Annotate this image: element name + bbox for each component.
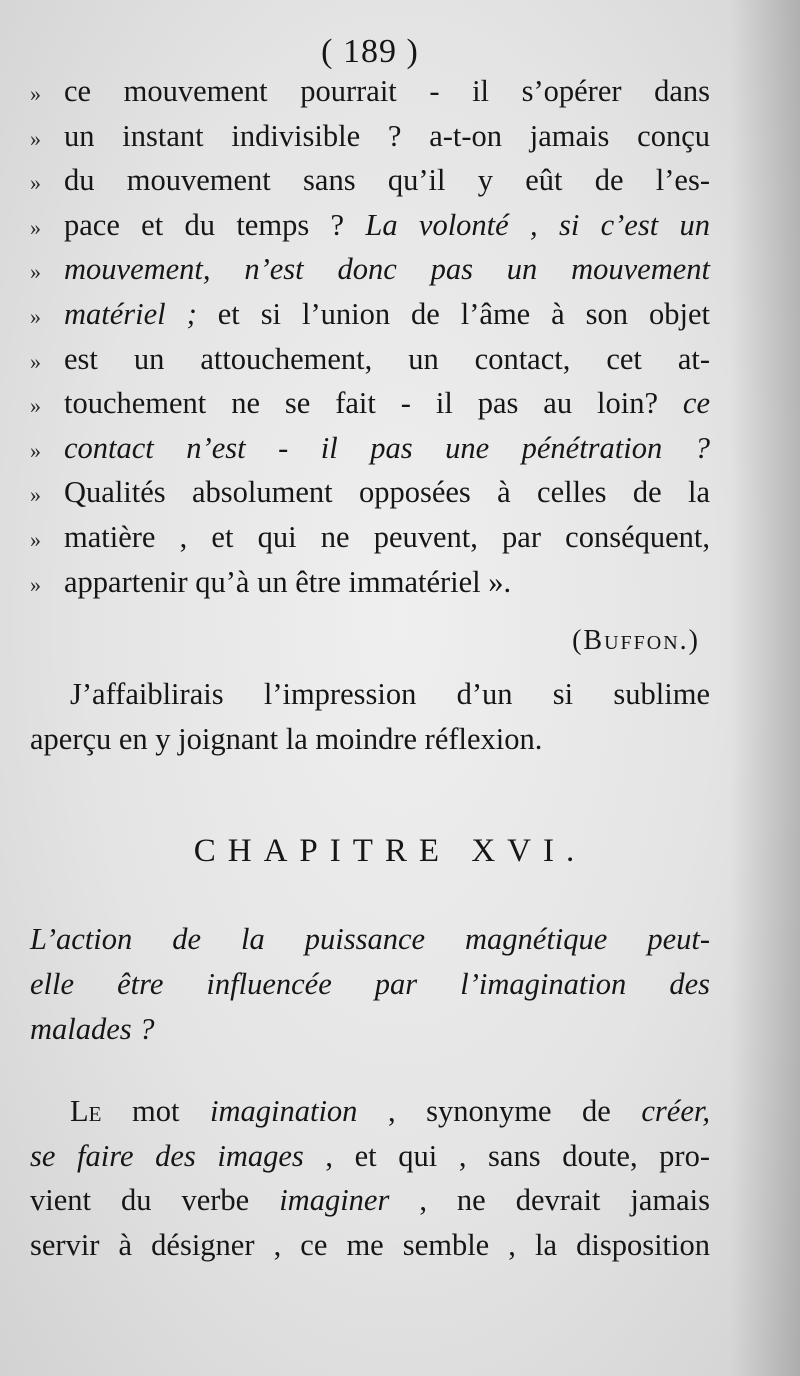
text-run: un instant indivisible ? a-t-on jamais conçu <box>64 118 710 153</box>
text-run: vient du verbe <box>30 1183 280 1218</box>
quote-line <box>30 431 710 476</box>
text-run: matière , et qui ne peuvent, par conséquent, <box>64 519 710 554</box>
attribution-paren-open: ( <box>572 625 584 657</box>
chapter-title: CHAPITRE XVI. <box>193 833 587 870</box>
body-line-text <box>30 1228 710 1263</box>
italic-run: La volonté , si c’est un <box>365 207 711 242</box>
text-run: et si l’union de l’âme à son objet <box>196 296 710 331</box>
quote-line-text <box>64 119 710 154</box>
italic-run: se faire des images <box>30 1138 304 1173</box>
body-line-text <box>30 1094 710 1129</box>
subtitle-line-text: L’action de la puissance magnétique peut- <box>30 922 710 957</box>
quote-line-text <box>64 475 710 510</box>
quote-mark: » <box>30 571 41 597</box>
quote-line-text <box>64 252 710 287</box>
commentary-paragraph <box>30 677 710 766</box>
attribution-paren-close: ) <box>688 625 700 657</box>
text-run: pace et du temps ? <box>64 207 366 242</box>
body-line <box>30 1183 710 1228</box>
italic-run: imagination <box>210 1094 358 1129</box>
paragraph-line-text: aperçu en y joignant la moindre réflexion. <box>30 721 543 756</box>
quote-line <box>30 74 710 119</box>
quote-mark: » <box>30 214 41 240</box>
paragraph-line <box>30 677 710 722</box>
quote-mark: » <box>30 437 41 463</box>
quote-line-text <box>64 74 710 109</box>
quote-line-text <box>64 386 710 421</box>
quote-mark: » <box>30 393 41 419</box>
quote-line-text <box>64 297 710 332</box>
text-run: , ne devrait jamais <box>389 1183 710 1218</box>
text-run: appartenir qu’à un être immatériel ». <box>64 564 512 599</box>
quote-line-text <box>64 565 710 600</box>
quote-mark: » <box>30 259 41 285</box>
subtitle-line <box>30 922 710 967</box>
text-run: ce mouvement pourrait - il s’opérer dans <box>64 74 710 108</box>
quote-mark: » <box>30 303 41 329</box>
quote-mark: » <box>30 81 41 106</box>
quote-mark: » <box>30 125 41 151</box>
quote-line <box>30 342 710 387</box>
quote-line <box>30 565 710 610</box>
chapter-body <box>30 1094 710 1272</box>
text-run: servir à désigner , ce me semble , la disposition <box>30 1227 710 1262</box>
quote-line-text <box>64 342 710 377</box>
quotation-block <box>30 74 710 609</box>
quote-line <box>30 163 710 208</box>
quote-mark: » <box>30 348 41 374</box>
quote-line-text <box>64 163 710 198</box>
page-text <box>30 30 710 1272</box>
paragraph-line <box>30 722 710 767</box>
text-run: du mouvement sans qu’il y eût de l’es- <box>64 163 710 198</box>
quote-mark: » <box>30 526 41 552</box>
italic-run: mouvement, n’est donc pas un mouvement <box>64 252 710 287</box>
body-line <box>30 1139 710 1184</box>
italic-run: matériel ; <box>64 296 197 331</box>
body-line <box>30 1228 710 1273</box>
text-run: touchement ne se fait - il pas au loin? <box>64 386 683 421</box>
text-run: , et qui , sans doute, pro- <box>303 1138 710 1173</box>
paragraph-line-text: J’affaiblirais l’impression d’un si sublime <box>70 677 710 712</box>
quote-mark: » <box>30 170 41 196</box>
body-line-text <box>30 1183 710 1218</box>
quote-line-text <box>64 520 710 555</box>
quote-line <box>30 386 710 431</box>
body-line <box>30 1094 710 1139</box>
italic-run: imaginer <box>279 1183 390 1218</box>
quote-line <box>30 208 710 253</box>
attribution-author: Buffon. <box>583 625 689 657</box>
body-line-text <box>30 1139 710 1174</box>
quote-mark: » <box>30 482 41 508</box>
quote-line <box>30 297 710 342</box>
quote-line <box>30 119 710 164</box>
subtitle-line <box>30 1012 710 1057</box>
italic-run: créer, <box>641 1094 710 1129</box>
italic-run: contact n’est - il pas une pénétration ? <box>64 430 710 465</box>
italic-run: ce <box>682 386 710 421</box>
text-run: mot <box>101 1094 210 1129</box>
page-edge-shadow <box>730 0 800 1376</box>
subtitle-line-text: malades ? <box>30 1011 155 1046</box>
quote-line <box>30 252 710 297</box>
subtitle-line <box>30 967 710 1012</box>
text-run: Le <box>70 1094 102 1129</box>
chapter-subtitle <box>30 922 710 1056</box>
text-run: , synonyme de <box>357 1094 642 1129</box>
subtitle-line-text: elle être influencée par l’imagination des <box>30 966 710 1001</box>
page-number: ( 189 ) <box>321 33 419 70</box>
quote-line <box>30 520 710 565</box>
attribution <box>30 609 710 673</box>
quote-line-text <box>64 208 710 243</box>
text-run: Qualités absolument opposées à celles de la <box>64 475 710 510</box>
quote-line <box>30 475 710 520</box>
text-run: est un attouchement, un contact, cet at- <box>64 341 710 376</box>
quote-line-text <box>64 431 710 466</box>
